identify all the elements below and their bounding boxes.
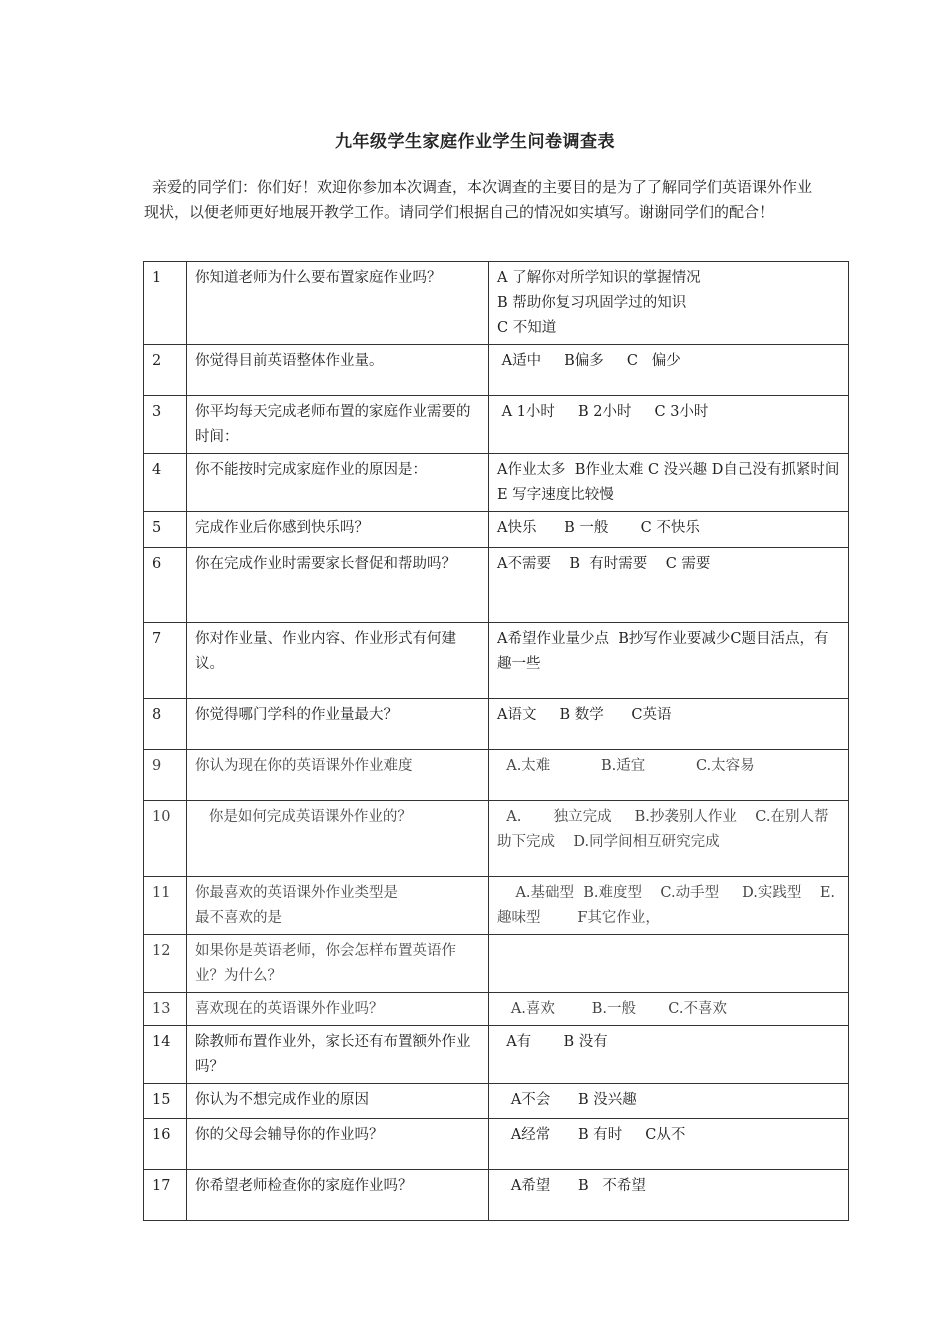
question-number: 3 <box>144 396 187 454</box>
question-text: 你觉得哪门学科的作业量最大？ <box>187 699 489 750</box>
answer-options: A语文 B 数学 C英语 <box>489 699 849 750</box>
question-text: 完成作业后你感到快乐吗？ <box>187 512 489 548</box>
question-text: 你对作业量、作业内容、作业形式有何建议。 <box>187 623 489 699</box>
question-text: 你希望老师检查你的家庭作业吗？ <box>187 1170 489 1221</box>
table-row <box>144 993 849 1026</box>
table-row <box>144 396 849 454</box>
question-number: 17 <box>144 1170 187 1221</box>
question-number: 1 <box>144 262 187 345</box>
question-number: 5 <box>144 512 187 548</box>
table-row <box>144 699 849 750</box>
answer-options: A. 独立完成 B.抄袭别人作业 C.在别人帮助下完成 D.同学间相互研究完成 <box>489 801 849 877</box>
table-row <box>144 345 849 396</box>
answer-options: A.基础型 B.难度型 C.动手型 D.实践型 E.趣味型 F其它作业， <box>489 877 849 935</box>
question-text: 你最喜欢的英语课外作业类型是 最不喜欢的是 <box>187 877 489 935</box>
table-row <box>144 1026 849 1084</box>
question-text: 除教师布置作业外，家长还有布置额外作业吗？ <box>187 1026 489 1084</box>
answer-options: A希望作业量少点 B抄写作业要减少C题目活点，有趣一些 <box>489 623 849 699</box>
answer-options: A有 B 没有 <box>489 1026 849 1084</box>
answer-options: A作业太多 B作业太难 C 没兴趣 D自己没有抓紧时间 E 写字速度比较慢 <box>489 454 849 512</box>
question-number: 7 <box>144 623 187 699</box>
answer-options: A 了解你对所学知识的掌握情况 B 帮助你复习巩固学过的知识 C 不知道 <box>489 262 849 345</box>
answer-options: A适中 B偏多 C 偏少 <box>489 345 849 396</box>
answer-options: A.太难 B.适宜 C.太容易 <box>489 750 849 801</box>
answer-options: A快乐 B 一般 C 不快乐 <box>489 512 849 548</box>
question-text: 你不能按时完成家庭作业的原因是： <box>187 454 489 512</box>
answer-options: A 1小时 B 2小时 C 3小时 <box>489 396 849 454</box>
table-row <box>144 1119 849 1170</box>
question-number: 4 <box>144 454 187 512</box>
question-number: 15 <box>144 1084 187 1119</box>
question-number: 9 <box>144 750 187 801</box>
question-number: 14 <box>144 1026 187 1084</box>
table-row <box>144 801 849 877</box>
table-row <box>144 1084 849 1119</box>
table-row <box>144 548 849 623</box>
question-text: 你知道老师为什么要布置家庭作业吗？ <box>187 262 489 345</box>
question-number: 2 <box>144 345 187 396</box>
table-row <box>144 454 849 512</box>
answer-options: A.喜欢 B.一般 C.不喜欢 <box>489 993 849 1026</box>
question-text: 你在完成作业时需要家长督促和帮助吗？ <box>187 548 489 623</box>
question-number: 16 <box>144 1119 187 1170</box>
question-text: 如果你是英语老师，你会怎样布置英语作业？为什么？ <box>187 935 489 993</box>
answer-options <box>489 935 849 993</box>
table-row <box>144 623 849 699</box>
table-row <box>144 935 849 993</box>
question-number: 11 <box>144 877 187 935</box>
answer-options: A经常 B 有时 C从不 <box>489 1119 849 1170</box>
survey-table-body <box>144 262 854 1221</box>
table-row <box>144 512 849 548</box>
question-number: 12 <box>144 935 187 993</box>
intro-paragraph: 亲爱的同学们：你们好！欢迎你参加本次调查，本次调查的主要目的是为了了解同学们英语课外作业现状，以便老师更好地展开教学工作。请同学们根据自己的情况如实填写。谢谢同学们的配合！ <box>144 178 813 221</box>
answer-options: A希望 B 不希望 <box>489 1170 849 1221</box>
question-text: 你平均每天完成老师布置的家庭作业需要的时间： <box>187 396 489 454</box>
question-text: 你认为现在你的英语课外作业难度 <box>187 750 489 801</box>
table-row <box>144 750 849 801</box>
question-number: 10 <box>144 801 187 877</box>
question-text: 你认为不想完成作业的原因 <box>187 1084 489 1119</box>
table-row <box>144 877 849 935</box>
survey-table <box>143 261 854 1221</box>
question-number: 8 <box>144 699 187 750</box>
question-text: 你的父母会辅导你的作业吗？ <box>187 1119 489 1170</box>
answer-options: A不需要 B 有时需要 C 需要 <box>489 548 849 623</box>
table-row <box>144 262 849 345</box>
question-text: 喜欢现在的英语课外作业吗？ <box>187 993 489 1026</box>
answer-options: A不会 B 没兴趣 <box>489 1084 849 1119</box>
table-row <box>144 1170 849 1221</box>
question-text: 你觉得目前英语整体作业量。 <box>187 345 489 396</box>
question-number: 6 <box>144 548 187 623</box>
page-title: 九年级学生家庭作业学生问卷调查表 <box>335 132 615 152</box>
question-text: 你是如何完成英语课外作业的？ <box>187 801 489 877</box>
question-number: 13 <box>144 993 187 1026</box>
